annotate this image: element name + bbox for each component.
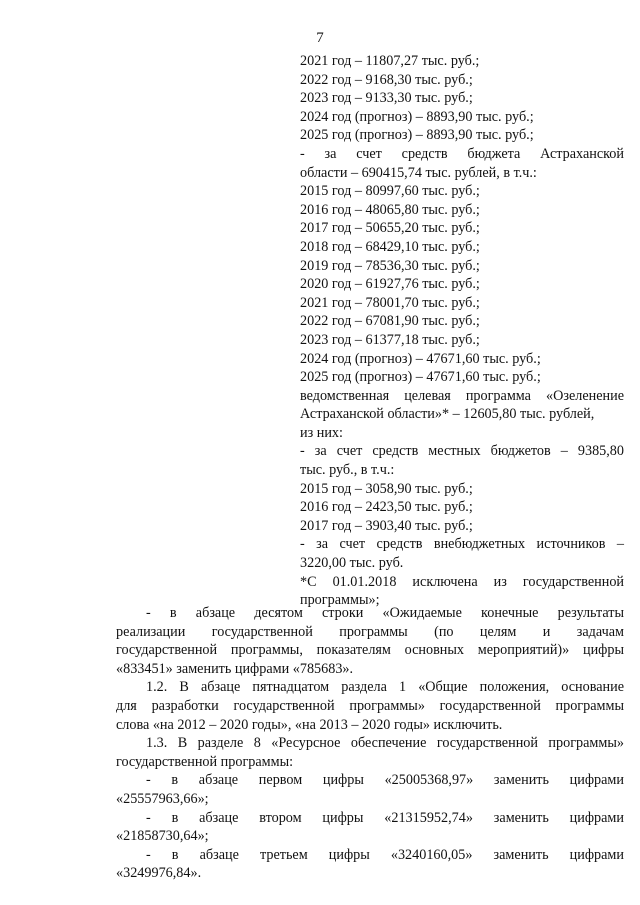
body-text-line: - в абзаце десятом строки «Ожидаемые конечные результаты	[146, 605, 624, 621]
body-text-line: государственной программы:	[116, 753, 294, 770]
body-text-line: - в абзаце третьем цифры «3240160,05» заменить цифрами	[146, 846, 624, 863]
column-text-line: 2016 год – 2423,50 тыс. руб.;	[300, 499, 473, 516]
column-text-line: 2023 год – 9133,30 тыс. руб.;	[300, 90, 473, 107]
column-text-line: Астраханской области»* – 12605,80 тыс. рублей,	[300, 406, 595, 423]
body-text-line: 1.2. В абзаце пятнадцатом раздела 1 «Общие положения, основание	[146, 679, 624, 696]
column-text-line: 2021 год – 78001,70 тыс. руб.;	[300, 294, 480, 311]
column-text-line: ведомственная целевая программа «Озеленение	[300, 387, 624, 404]
column-text-line: тыс. руб., в т.ч.:	[300, 462, 395, 479]
column-text-line: 2020 год – 61927,76 тыс. руб.;	[300, 276, 480, 293]
column-text-line: из них:	[300, 424, 343, 441]
body-text-line: «833451» заменить цифрами «785683».	[116, 660, 354, 677]
body-text-line: государственной программы, показателям основных мероприятий)» цифры	[116, 642, 624, 659]
column-text-line: 2022 год – 67081,90 тыс. руб.;	[300, 313, 480, 330]
column-text-line: области – 690415,74 тыс. рублей, в т.ч.:	[300, 164, 537, 181]
column-text-line: - за счет средств местных бюджетов – 9385,80	[300, 443, 624, 460]
body-text-line: слова «на 2012 – 2020 годы», «на 2013 – 2020 годы» исключить.	[116, 716, 503, 733]
column-text-line: 2017 год – 50655,20 тыс. руб.;	[300, 220, 480, 237]
column-text-line: 2018 год – 68429,10 тыс. руб.;	[300, 238, 480, 255]
column-text-line: - за счет средств бюджета Астраханской	[300, 145, 624, 162]
column-text-line: 2023 год – 61377,18 тыс. руб.;	[300, 331, 480, 348]
body-text-line: для разработки государственной программы» государственной программы	[116, 697, 624, 714]
amendments-body	[116, 604, 624, 883]
body-text-line: «3249976,84».	[116, 865, 202, 882]
column-text-line: 2025 год (прогноз) – 47671,60 тыс. руб.;	[300, 369, 541, 386]
body-text-line: - в абзаце первом цифры «25005368,97» заменить цифрами	[146, 772, 624, 789]
funding-column	[300, 52, 624, 610]
column-text-line: 3220,00 тыс. руб.	[300, 555, 404, 572]
column-text-line: 2024 год (прогноз) – 8893,90 тыс. руб.;	[300, 108, 534, 125]
column-text-line: 2015 год – 3058,90 тыс. руб.;	[300, 480, 473, 497]
body-text-line: реализации государственной программы (по целям и задачам	[116, 623, 624, 640]
column-text-line: 2017 год – 3903,40 тыс. руб.;	[300, 517, 473, 534]
column-text-line: программы»;	[300, 592, 380, 609]
column-text-line: 2019 год – 78536,30 тыс. руб.;	[300, 257, 480, 274]
column-text-line: 2025 год (прогноз) – 8893,90 тыс. руб.;	[300, 127, 534, 144]
column-text-line: 2024 год (прогноз) – 47671,60 тыс. руб.;	[300, 350, 541, 367]
column-text-line: 2022 год – 9168,30 тыс. руб.;	[300, 71, 473, 88]
column-text-line: 2021 год – 11807,27 тыс. руб.;	[300, 53, 480, 69]
body-text-line: «21858730,64»;	[116, 828, 209, 845]
body-text-line: «25557963,66»;	[116, 790, 209, 807]
column-text-line: *С 01.01.2018 исключена из государственной	[300, 573, 624, 590]
body-text-line: - в абзаце втором цифры «21315952,74» заменить цифрами	[146, 809, 624, 826]
page-number: 7	[316, 30, 324, 46]
column-text-line: - за счет средств внебюджетных источников –	[300, 536, 624, 553]
column-text-line: 2015 год – 80997,60 тыс. руб.;	[300, 183, 480, 200]
body-text-line: 1.3. В разделе 8 «Ресурсное обеспечение государственной программы»	[146, 735, 624, 752]
column-text-line: 2016 год – 48065,80 тыс. руб.;	[300, 201, 480, 218]
